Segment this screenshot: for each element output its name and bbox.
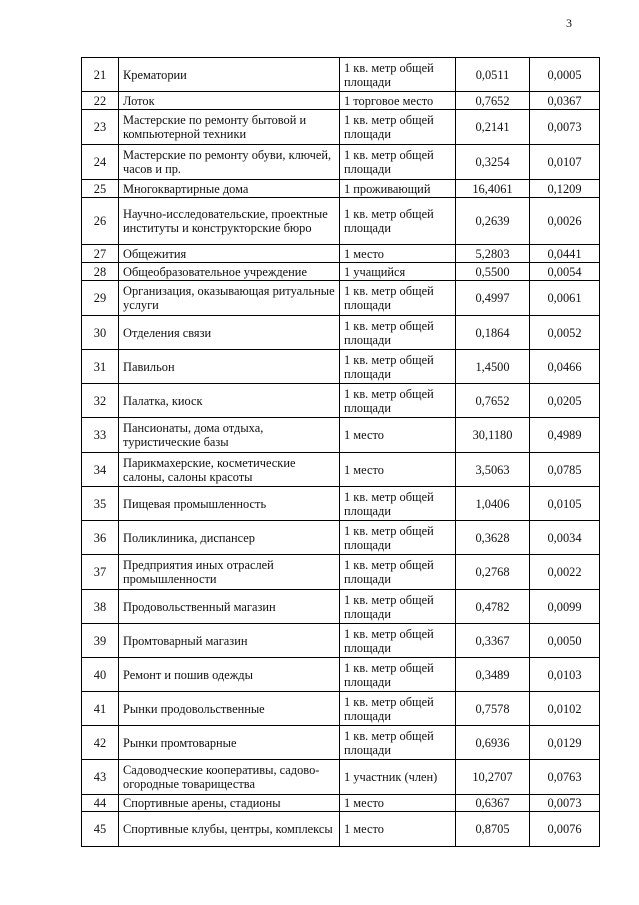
density-norm: 0,0466 (530, 350, 600, 384)
annual-norm: 0,8705 (456, 812, 530, 847)
annual-norm: 1,0406 (456, 487, 530, 521)
table-row (82, 590, 600, 624)
annual-norm: 0,0511 (456, 58, 530, 92)
facility-type: Промтоварный магазин (119, 624, 340, 658)
row-number: 22 (82, 92, 119, 110)
annual-norm: 0,7652 (456, 384, 530, 418)
calculation-unit: 1 кв. метр общей площади (340, 521, 456, 555)
density-norm: 0,0050 (530, 624, 600, 658)
row-number: 37 (82, 555, 119, 590)
table-row (82, 658, 600, 692)
calculation-unit: 1 кв. метр общей площади (340, 110, 456, 145)
calculation-unit: 1 кв. метр общей площади (340, 590, 456, 624)
density-norm: 0,0099 (530, 590, 600, 624)
row-number: 23 (82, 110, 119, 145)
calculation-unit: 1 кв. метр общей площади (340, 58, 456, 92)
density-norm: 0,0367 (530, 92, 600, 110)
density-norm: 0,0073 (530, 110, 600, 145)
annual-norm: 0,7578 (456, 692, 530, 726)
row-number: 33 (82, 418, 119, 453)
density-norm: 0,0076 (530, 812, 600, 847)
table-row (82, 418, 600, 453)
annual-norm: 0,1864 (456, 316, 530, 350)
facility-type: Продовольственный магазин (119, 590, 340, 624)
table-row (82, 487, 600, 521)
row-number: 29 (82, 281, 119, 316)
row-number: 28 (82, 263, 119, 281)
table-row (82, 245, 600, 263)
table-row (82, 281, 600, 316)
facility-type: Рынки промтоварные (119, 726, 340, 760)
table-row (82, 812, 600, 847)
annual-norm: 30,1180 (456, 418, 530, 453)
row-number: 21 (82, 58, 119, 92)
annual-norm: 5,2803 (456, 245, 530, 263)
calculation-unit: 1 проживающий (340, 180, 456, 198)
density-norm: 0,0129 (530, 726, 600, 760)
facility-type: Научно-исследовательские, проектные институты и конструкторские бюро (119, 198, 340, 245)
row-number: 42 (82, 726, 119, 760)
calculation-unit: 1 место (340, 812, 456, 847)
table-row (82, 624, 600, 658)
density-norm: 0,0005 (530, 58, 600, 92)
table-row (82, 145, 600, 180)
row-number: 41 (82, 692, 119, 726)
calculation-unit: 1 кв. метр общей площади (340, 316, 456, 350)
table-row (82, 384, 600, 418)
row-number: 44 (82, 795, 119, 812)
density-norm: 0,0052 (530, 316, 600, 350)
annual-norm: 0,2768 (456, 555, 530, 590)
calculation-unit: 1 место (340, 795, 456, 812)
density-norm: 0,0061 (530, 281, 600, 316)
facility-type: Пищевая промышленность (119, 487, 340, 521)
norms-table-body (82, 58, 600, 847)
row-number: 25 (82, 180, 119, 198)
page-number: 3 (566, 16, 572, 30)
annual-norm: 0,3489 (456, 658, 530, 692)
facility-type: Крематории (119, 58, 340, 92)
table-row (82, 198, 600, 245)
facility-type: Мастерские по ремонту бытовой и компьютерной техники (119, 110, 340, 145)
row-number: 36 (82, 521, 119, 555)
row-number: 40 (82, 658, 119, 692)
annual-norm: 0,3628 (456, 521, 530, 555)
row-number: 24 (82, 145, 119, 180)
table-row (82, 263, 600, 281)
facility-type: Многоквартирные дома (119, 180, 340, 198)
annual-norm: 16,4061 (456, 180, 530, 198)
facility-type: Общежития (119, 245, 340, 263)
table-row (82, 692, 600, 726)
density-norm: 0,1209 (530, 180, 600, 198)
facility-type: Мастерские по ремонту обуви, ключей, часов и пр. (119, 145, 340, 180)
row-number: 35 (82, 487, 119, 521)
table-row (82, 555, 600, 590)
calculation-unit: 1 учащийся (340, 263, 456, 281)
facility-type: Садоводческие кооперативы, садово-огородные товарищества (119, 760, 340, 795)
annual-norm: 10,2707 (456, 760, 530, 795)
table-row (82, 316, 600, 350)
calculation-unit: 1 торговое место (340, 92, 456, 110)
table-row (82, 795, 600, 812)
calculation-unit: 1 кв. метр общей площади (340, 692, 456, 726)
norms-table (81, 57, 600, 847)
calculation-unit: 1 кв. метр общей площади (340, 384, 456, 418)
calculation-unit: 1 кв. метр общей площади (340, 350, 456, 384)
row-number: 39 (82, 624, 119, 658)
table-row (82, 110, 600, 145)
annual-norm: 0,5500 (456, 263, 530, 281)
density-norm: 0,0441 (530, 245, 600, 263)
calculation-unit: 1 участник (член) (340, 760, 456, 795)
row-number: 31 (82, 350, 119, 384)
density-norm: 0,0026 (530, 198, 600, 245)
density-norm: 0,0034 (530, 521, 600, 555)
row-number: 26 (82, 198, 119, 245)
row-number: 32 (82, 384, 119, 418)
density-norm: 0,0763 (530, 760, 600, 795)
calculation-unit: 1 кв. метр общей площади (340, 624, 456, 658)
row-number: 27 (82, 245, 119, 263)
annual-norm: 0,7652 (456, 92, 530, 110)
annual-norm: 1,4500 (456, 350, 530, 384)
annual-norm: 0,4782 (456, 590, 530, 624)
calculation-unit: 1 кв. метр общей площади (340, 281, 456, 316)
table-row (82, 453, 600, 487)
row-number: 34 (82, 453, 119, 487)
row-number: 30 (82, 316, 119, 350)
facility-type: Поликлиника, диспансер (119, 521, 340, 555)
density-norm: 0,0073 (530, 795, 600, 812)
calculation-unit: 1 место (340, 453, 456, 487)
facility-type: Ремонт и пошив одежды (119, 658, 340, 692)
table-row (82, 350, 600, 384)
annual-norm: 0,3367 (456, 624, 530, 658)
calculation-unit: 1 место (340, 418, 456, 453)
density-norm: 0,0785 (530, 453, 600, 487)
facility-type: Общеобразовательное учреждение (119, 263, 340, 281)
annual-norm: 0,4997 (456, 281, 530, 316)
table-row (82, 180, 600, 198)
facility-type: Павильон (119, 350, 340, 384)
table-row (82, 58, 600, 92)
facility-type: Парикмахерские, косметические салоны, салоны красоты (119, 453, 340, 487)
table-row (82, 760, 600, 795)
facility-type: Организация, оказывающая ритуальные услуги (119, 281, 340, 316)
calculation-unit: 1 кв. метр общей площади (340, 198, 456, 245)
row-number: 38 (82, 590, 119, 624)
annual-norm: 0,6936 (456, 726, 530, 760)
calculation-unit: 1 кв. метр общей площади (340, 145, 456, 180)
density-norm: 0,4989 (530, 418, 600, 453)
calculation-unit: 1 кв. метр общей площади (340, 658, 456, 692)
table-row (82, 726, 600, 760)
density-norm: 0,0105 (530, 487, 600, 521)
annual-norm: 0,2141 (456, 110, 530, 145)
row-number: 43 (82, 760, 119, 795)
table-row (82, 92, 600, 110)
density-norm: 0,0054 (530, 263, 600, 281)
calculation-unit: 1 кв. метр общей площади (340, 487, 456, 521)
annual-norm: 3,5063 (456, 453, 530, 487)
facility-type: Рынки продовольственные (119, 692, 340, 726)
facility-type: Спортивные арены, стадионы (119, 795, 340, 812)
density-norm: 0,0205 (530, 384, 600, 418)
calculation-unit: 1 кв. метр общей площади (340, 726, 456, 760)
row-number: 45 (82, 812, 119, 847)
density-norm: 0,0102 (530, 692, 600, 726)
annual-norm: 0,2639 (456, 198, 530, 245)
annual-norm: 0,3254 (456, 145, 530, 180)
facility-type: Палатка, киоск (119, 384, 340, 418)
density-norm: 0,0107 (530, 145, 600, 180)
facility-type: Отделения связи (119, 316, 340, 350)
facility-type: Спортивные клубы, центры, комплексы (119, 812, 340, 847)
facility-type: Пансионаты, дома отдыха, туристические базы (119, 418, 340, 453)
calculation-unit: 1 место (340, 245, 456, 263)
density-norm: 0,0103 (530, 658, 600, 692)
facility-type: Лоток (119, 92, 340, 110)
annual-norm: 0,6367 (456, 795, 530, 812)
density-norm: 0,0022 (530, 555, 600, 590)
calculation-unit: 1 кв. метр общей площади (340, 555, 456, 590)
facility-type: Предприятия иных отраслей промышленности (119, 555, 340, 590)
table-row (82, 521, 600, 555)
